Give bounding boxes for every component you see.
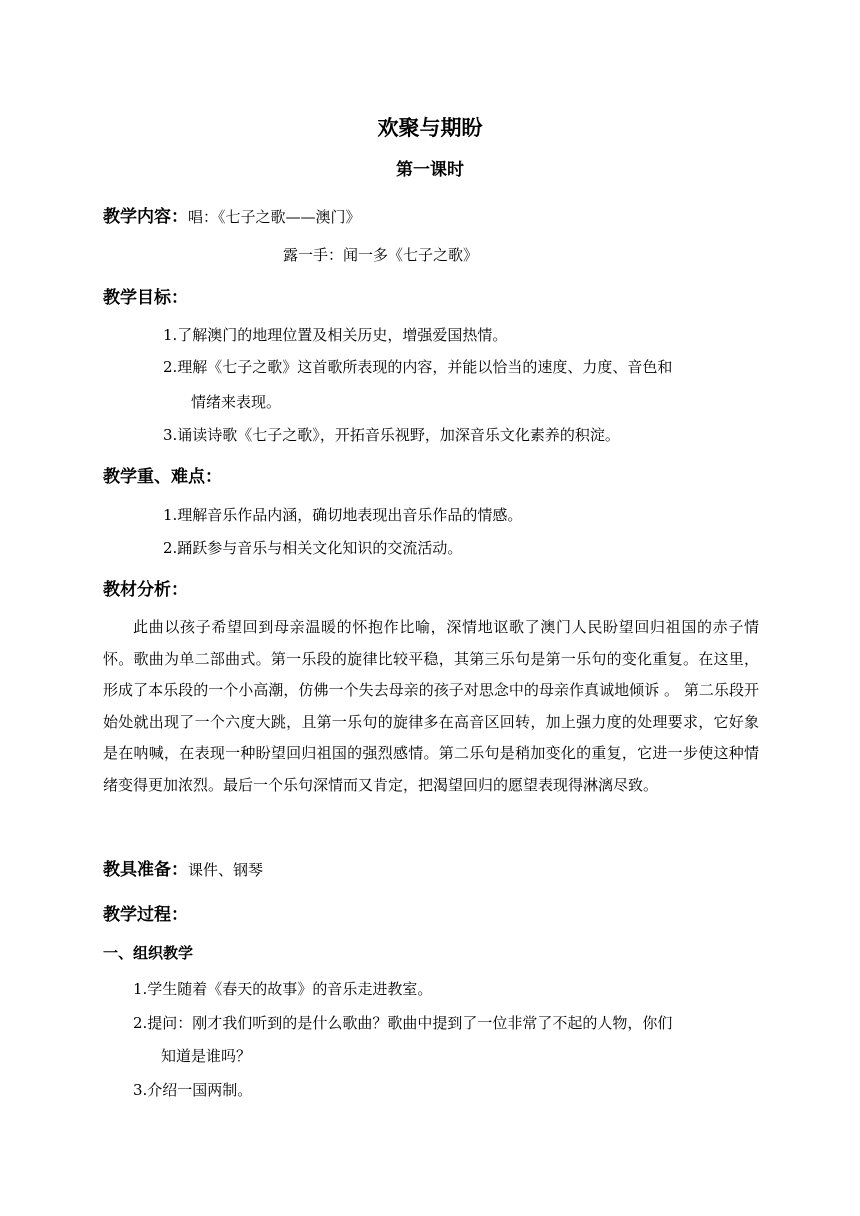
keypoint-item-2: 2.踊跃参与音乐与相关文化知识的交流活动。: [163, 539, 463, 557]
process-section-1: 一、组织教学: [103, 944, 194, 962]
keypoint-item-1: 1.理解音乐作品内涵，确切地表现出音乐作品的情感。: [163, 506, 523, 524]
lesson-subtitle: 第一课时: [396, 160, 464, 180]
content-line-2: 露一手：闻一多《七子之歌》: [283, 246, 479, 264]
content-line-1: 唱：《七子之歌——澳门》: [188, 208, 361, 226]
analysis-text: 此曲以孩子希望回到母亲温暖的怀抱作比喻，深情地讴歌了澳门人民盼望回归祖国的赤子情怀。歌曲为单二部曲式。第一乐段的旋律比较平稳，其第三乐句是第一乐句的变化重复。在这里，形成了本乐段的一个小高潮，仿佛一个失去母亲的孩子对思念中的母亲作真诚地倾诉 。 第二乐段开始处就出现了一个六度大跳，且第一乐句的旋律多在高音区回转，加上强力度的处理要求，它好象是在呐喊，在表现一种盼望回归祖国的强烈感情。第二乐句是稍加变化的重复，它进一步使这种情绪变得更加浓烈。最后一个乐句深情而又肯定，把渴望回归的愿望表现得淋漓尽致。: [103, 618, 759, 794]
process-label: 教学过程：: [103, 905, 188, 925]
process-item-2: 2.提问：刚才我们听到的是什么歌曲？歌曲中提到了一位非常了不起的人物，你们: [133, 1014, 673, 1032]
analysis-paragraph: [103, 612, 759, 801]
goal-item-1: 1.了解澳门的地理位置及相关历史，增强爱国热情。: [163, 326, 508, 344]
keypoints-label: 教学重、难点：: [103, 467, 222, 487]
goal-item-3: 3.诵读诗歌《七子之歌》，开拓音乐视野，加深音乐文化素养的积淀。: [163, 426, 620, 444]
process-item-2-cont: 知道是谁吗？: [161, 1047, 252, 1065]
goal-item-2: 2.理解《七子之歌》这首歌所表现的内容，并能以恰当的速度、力度、音色和: [163, 358, 673, 376]
tools-text: 课件、钢琴: [188, 861, 264, 879]
goal-item-2-cont: 情绪来表现。: [191, 393, 282, 411]
content-label: 教学内容：: [103, 207, 188, 227]
content-section: [103, 209, 361, 226]
goals-label: 教学目标：: [103, 288, 188, 308]
analysis-label: 教材分析：: [103, 580, 188, 600]
tools-section: [103, 862, 263, 879]
document-title: 欢聚与期盼: [377, 116, 483, 140]
tools-label: 教具准备：: [103, 860, 188, 880]
process-item-3: 3.介绍一国两制。: [133, 1081, 253, 1099]
process-item-1: 1.学生随着《春天的故事》的音乐走进教室。: [133, 980, 433, 998]
